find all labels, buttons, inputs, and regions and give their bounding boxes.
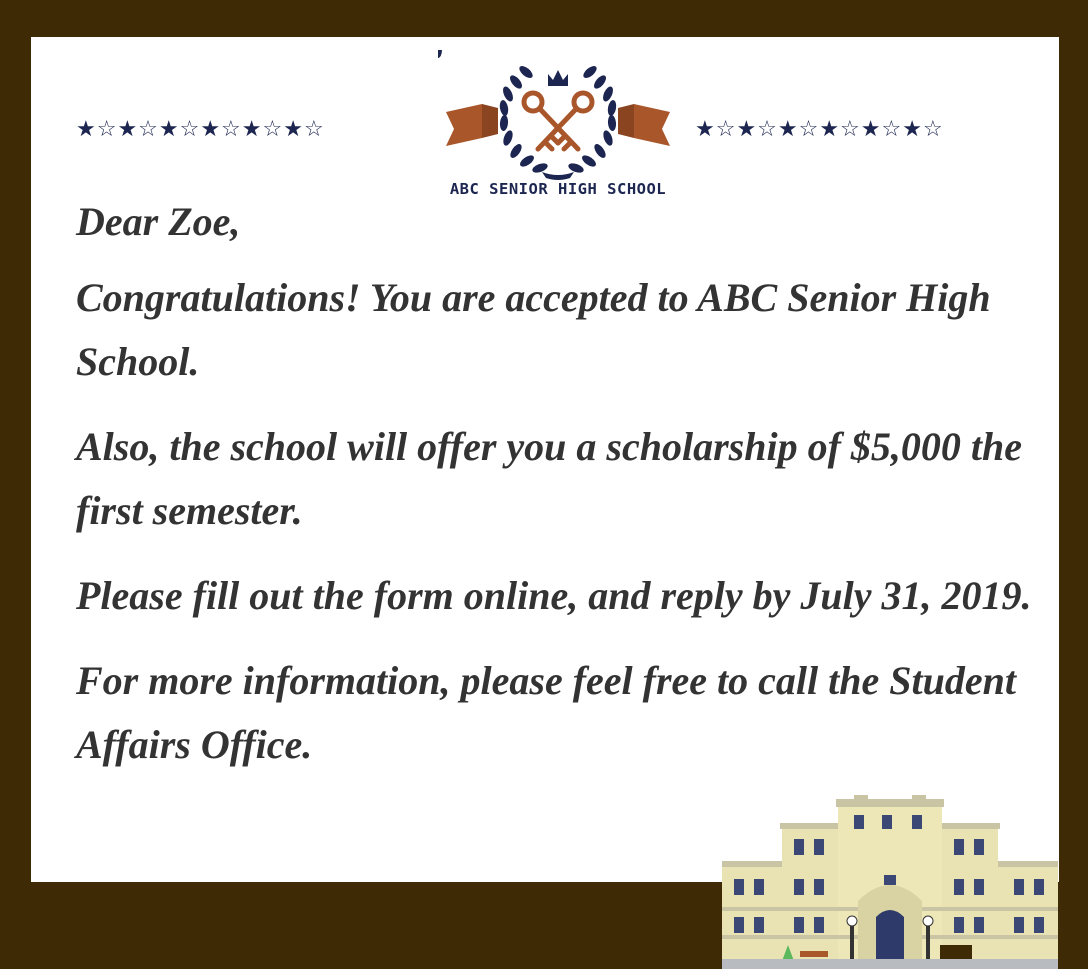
banner-left-icon [446,104,498,146]
stars-divider-left: ★☆★☆★☆★☆★☆★☆ [76,117,325,142]
crown-icon [548,70,568,86]
letter-body [76,190,1046,798]
stars-divider-right: ★☆★☆★☆★☆★☆★☆ [695,117,944,142]
letter-greeting: Dear Zoe, [76,199,241,244]
letter-paragraph-acceptance: Congratulations! You are accepted to ABC Senior High School. [76,275,991,384]
letter-paragraph-scholarship: Also, the school will offer you a scholarship of $5,000 the first semester. [76,424,1023,533]
letter-paragraph-contact: For more information, please feel free to call the Student Affairs Office. [76,658,1016,767]
crossed-keys-icon [524,93,592,149]
letter-paragraph-reply: Please fill out the form online, and reply by July 31, 2019. [76,573,1032,618]
school-building-icon [718,795,1062,969]
banner-right-icon [618,104,670,146]
school-name-label: ABC SENIOR HIGH SCHOOL [449,180,667,198]
